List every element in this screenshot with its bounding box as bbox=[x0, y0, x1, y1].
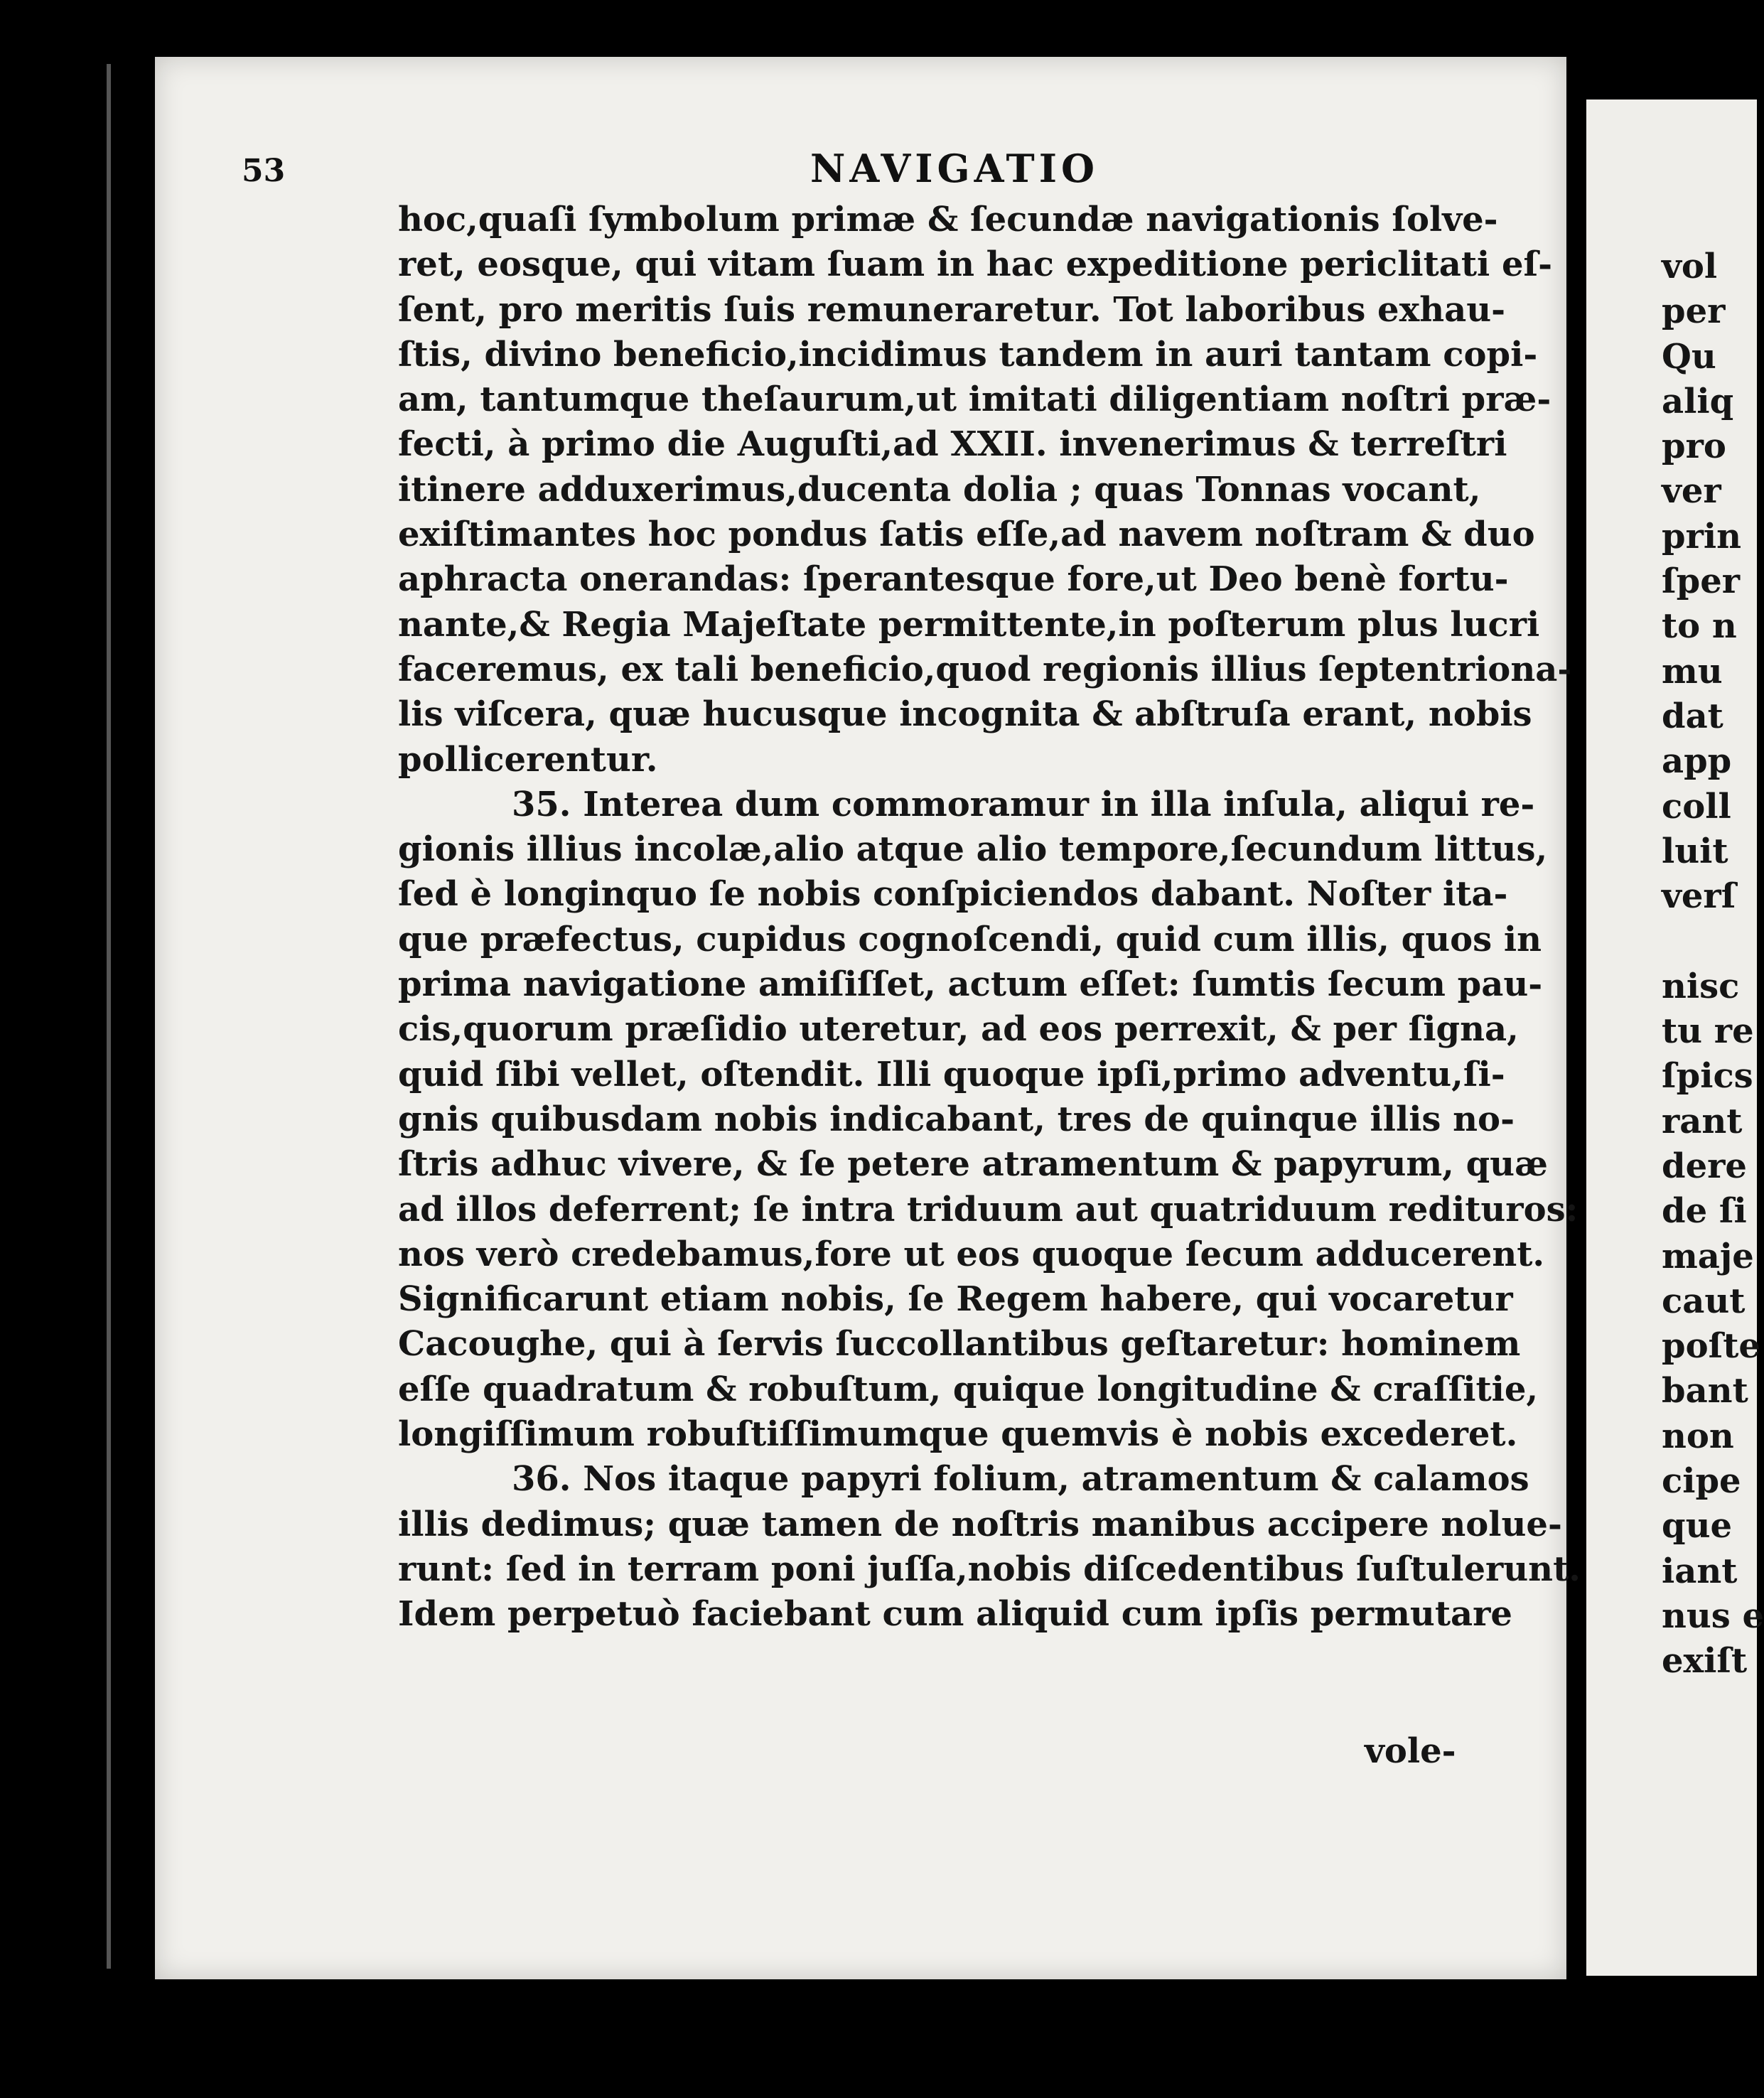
text-line: eſſe quadratum & robuſtum, quique longitudine & craſſitie, bbox=[398, 1369, 1539, 1409]
right-text-line: iant bbox=[1662, 1551, 1738, 1591]
text-line: lis viſcera, quæ hucusque incognita & abſtruſa erant, nobis bbox=[398, 694, 1532, 735]
text-line: exiſtimantes hoc pondus ſatis eſſe,ad navem noſtram & duo bbox=[398, 515, 1535, 555]
text-line: faceremus, ex tali beneficio,quod regionis illius ſeptentriona- bbox=[398, 649, 1572, 689]
right-page-text bbox=[1662, 244, 1764, 1684]
right-text-line: luit bbox=[1662, 831, 1728, 871]
text-line: hoc,quaſi ſymbolum primæ & ſecundæ navigationis ſolve- bbox=[398, 200, 1498, 240]
right-text-line: prin bbox=[1662, 516, 1741, 556]
right-text-line: nus e bbox=[1662, 1596, 1764, 1636]
text-line: itinere adduxerimus,ducenta dolia ; quas Tonnas vocant, bbox=[398, 469, 1481, 510]
right-text-line: ſper bbox=[1662, 561, 1741, 602]
right-text-line: Qu bbox=[1662, 336, 1716, 377]
right-text-line: coll bbox=[1662, 786, 1731, 827]
text-line: que præfectus, cupidus cognoſcendi, quid cum illis, quos in bbox=[398, 919, 1542, 959]
text-line: ret, eosque, qui vitam ſuam in hac expeditione periclitati eſ- bbox=[398, 244, 1553, 285]
right-text-line: to n bbox=[1662, 606, 1737, 647]
right-text-line: vol bbox=[1662, 247, 1718, 286]
text-line: Idem perpetuò faciebant cum aliquid cum ipſis permutare bbox=[398, 1594, 1512, 1635]
text-line: runt: ſed in terram poni juſſa,nobis diſcedentibus ſuſtulerunt. bbox=[398, 1549, 1581, 1589]
text-line: aphracta onerandas: ſperantesque fore,ut Deo benè fortu- bbox=[398, 559, 1509, 600]
right-text-line: pro bbox=[1662, 426, 1726, 467]
text-line: quid ſibi vellet, oſtendit. Illi quoque ipſi,primo adventu,ſi- bbox=[398, 1054, 1505, 1094]
text-line: ſed è longinquo ſe nobis conſpiciendos dabant. Noſter ita- bbox=[398, 874, 1508, 915]
text-line: Significarunt etiam nobis, ſe Regem habere, qui vocaretur bbox=[398, 1279, 1513, 1320]
right-text-line: poſte bbox=[1662, 1326, 1760, 1367]
right-text-line: cipe bbox=[1662, 1461, 1741, 1502]
right-text-line: mu bbox=[1662, 651, 1723, 692]
text-line: nante,& Regia Majeſtate permittente,in poſterum plus lucri bbox=[398, 604, 1540, 645]
text-line: am, tantumque theſaurum,ut imitati diligentiam noſtri præ- bbox=[398, 380, 1551, 420]
page-header bbox=[242, 146, 1478, 195]
catchword: vole- bbox=[1365, 1731, 1456, 1771]
right-text-line: ſpics bbox=[1662, 1056, 1753, 1097]
line-gap bbox=[1662, 919, 1746, 964]
text-line: ſent, pro meritis ſuis remuneraretur. Tot laboribus exhau- bbox=[398, 289, 1506, 330]
text-line: gionis illius incolæ,alio atque alio tempore,ſecundum littus, bbox=[398, 829, 1548, 870]
book-spine-edge bbox=[107, 64, 111, 1969]
right-text-line: tu re bbox=[1662, 1011, 1754, 1052]
body-text bbox=[398, 198, 1581, 1637]
text-line: Cacoughe, qui à ſervis ſuccollantibus geſtaretur: hominem bbox=[398, 1324, 1521, 1365]
right-text-line: caut bbox=[1662, 1281, 1746, 1321]
text-line: illis dedimus; quæ tamen de noſtris manibus accipere nolue- bbox=[398, 1504, 1562, 1544]
right-text-line: de ſi bbox=[1662, 1191, 1747, 1232]
text-line: ſtris adhuc vivere, & ſe petere atramentum & papyrum, quæ bbox=[398, 1144, 1548, 1185]
right-text-line: ver bbox=[1662, 471, 1721, 512]
page-number: 53 bbox=[242, 153, 286, 189]
text-line: longiſſimum robuſtiſſimumque quemvis è nobis excederet. bbox=[398, 1414, 1518, 1455]
right-text-line: aliq bbox=[1662, 381, 1734, 421]
text-line: cis,quorum præſidio uteretur, ad eos perrexit, & per ſigna, bbox=[398, 1009, 1519, 1050]
text-line: ſtis, divino beneficio,incidimus tandem in auri tantam copi- bbox=[398, 334, 1538, 375]
text-line: pollicerentur. bbox=[398, 739, 658, 780]
text-line: gnis quibusdam nobis indicabant, tres de quinque illis no- bbox=[398, 1099, 1515, 1139]
right-text-line: que bbox=[1662, 1506, 1732, 1546]
right-text-line: non bbox=[1662, 1416, 1734, 1456]
right-text-line: nisc bbox=[1662, 966, 1740, 1006]
text-line: fecti, à primo die Auguſti,ad XXII. invenerimus & terreſtri bbox=[398, 424, 1507, 465]
right-text-line: per bbox=[1662, 291, 1726, 332]
text-line: 35. Interea dum commoramur in illa inſula, aliqui re- bbox=[512, 784, 1535, 824]
text-line: prima navigatione amiſiſſet, actum eſſet: ſumtis ſecum pau- bbox=[398, 964, 1543, 1005]
right-text-line: verſ bbox=[1662, 876, 1736, 917]
right-text-line: dere bbox=[1662, 1146, 1747, 1186]
text-line: 36. Nos itaque papyri folium, atramentum & calamos bbox=[512, 1459, 1529, 1500]
right-text-line: bant bbox=[1662, 1371, 1748, 1411]
right-text-line: app bbox=[1662, 741, 1732, 782]
right-text-line: rant bbox=[1662, 1101, 1743, 1141]
running-title: NAVIGATIO bbox=[810, 146, 1099, 191]
text-line: ad illos deferrent; ſe intra triduum aut quatriduum redituros: bbox=[398, 1189, 1579, 1230]
right-text-line: maje bbox=[1662, 1236, 1754, 1276]
text-line: nos verò credebamus,fore ut eos quoque ſecum adducerent. bbox=[398, 1234, 1545, 1274]
right-text-line: dat bbox=[1662, 696, 1723, 736]
right-text-line: exiſt bbox=[1662, 1641, 1748, 1682]
